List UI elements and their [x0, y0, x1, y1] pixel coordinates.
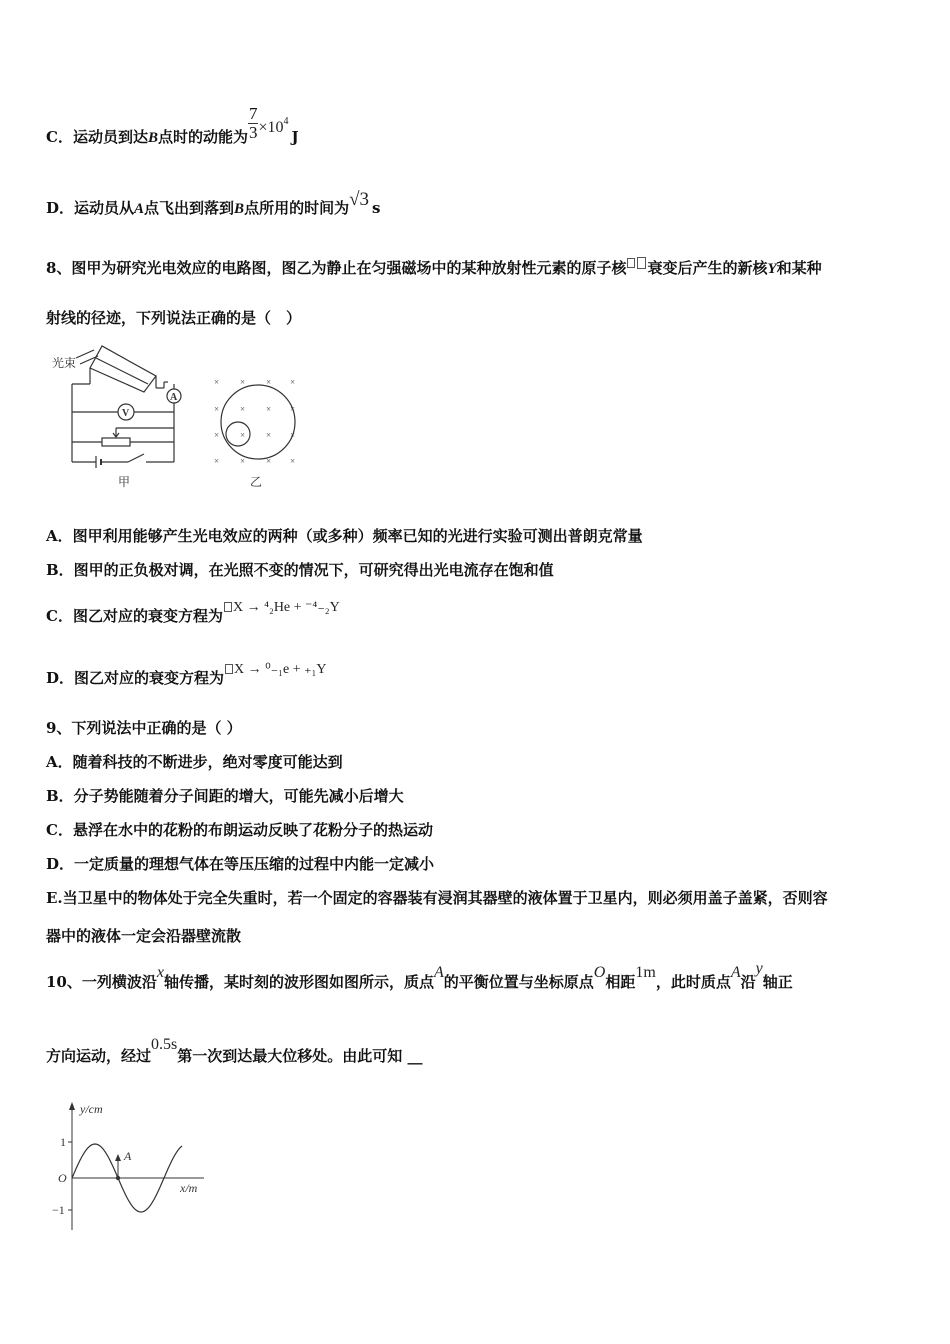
q10-s6: 沿: [740, 973, 756, 991]
small-track-circle: [226, 422, 250, 446]
q8-stem-line1: [46, 258, 822, 279]
q8-option-d: [46, 662, 327, 690]
q9-option-e-line1: E.当卫星中的物体处于完全失重时，若一个固定的容器装有浸润其器壁的液体置于卫星内，则必须用盖子盖紧，否则容: [46, 889, 828, 907]
q8-d-equation: [224, 659, 326, 677]
svg-text:×: ×: [266, 404, 272, 414]
svg-text:×: ×: [214, 377, 220, 387]
tick-label-pos: 1: [60, 1135, 66, 1149]
q7-d-mid1: 点飞出到落到: [144, 199, 235, 217]
q10-s4: 相距: [605, 973, 636, 991]
q10-s7: 轴正: [762, 973, 793, 991]
sqrt-3: √3: [349, 189, 370, 210]
q9-option-b: B．分子势能随着分子间距的增大，可能先减小后增大: [46, 787, 404, 805]
var-y: Y: [767, 261, 777, 277]
q9-option-c: C．悬浮在水中的花粉的布朗运动反映了花粉分子的热运动: [46, 821, 433, 839]
x-axis-label: x/m: [180, 1181, 198, 1195]
svg-text:×: ×: [290, 377, 296, 387]
svg-text:×: ×: [290, 404, 296, 414]
q8-stem-line2: 射线的径迹，下列说法正确的是（ ）: [46, 309, 302, 327]
q8-d-eq-text: X → ⁰₋₁e + ₊₁Y: [234, 662, 327, 677]
svg-text:×: ×: [240, 430, 246, 440]
var-b2: B: [234, 201, 245, 217]
q8-stem-b: 衰变后产生的新核: [647, 259, 768, 277]
q8-option-c: [46, 600, 340, 628]
q10-l2b: 第一次到达最大位移处。由此可知 __: [177, 1047, 423, 1065]
var-b: B: [147, 130, 158, 146]
q8-option-b: B．图甲的正负极对调，在光照不变的情况下，可研究得出光电流存在饱和值: [46, 561, 554, 579]
q9-option-a: A．随着科技的不断进步，绝对零度可能达到: [46, 753, 343, 771]
q8-c-label: C．图乙对应的衰变方程为: [46, 607, 223, 625]
svg-text:×: ×: [266, 456, 272, 466]
wave-graph: [46, 1098, 216, 1233]
q8-d-label: D．图乙对应的衰变方程为: [46, 669, 225, 687]
svg-text:×: ×: [214, 456, 220, 466]
fraction-7-3: [248, 105, 259, 142]
frac-den: 3: [248, 122, 258, 142]
q8-stem-a: 8、图甲为研究光电效应的电路图，图乙为静止在匀强磁场中的某种放射性元素的原子核: [46, 259, 627, 277]
q10-stem-line2: [46, 1036, 423, 1067]
q7-option-d: [46, 189, 381, 219]
svg-text:×: ×: [290, 430, 296, 440]
time-05s: 0.5s: [151, 1036, 178, 1053]
svg-text:×: ×: [240, 404, 246, 414]
magnetic-field-figure: [214, 377, 295, 466]
unit-j: J: [291, 128, 299, 146]
svg-text:×: ×: [214, 404, 220, 414]
q7-option-c: [46, 103, 299, 148]
svg-text:×: ×: [214, 430, 220, 440]
var-a: A: [134, 201, 145, 217]
origin-label: O: [58, 1171, 67, 1185]
light-beam-label: 光束: [52, 356, 77, 370]
q8-c-equation: [223, 597, 340, 615]
q10-s2: 轴传播，某时刻的波形图如图所示，质点: [163, 973, 434, 991]
var-a-point-2: A: [730, 964, 741, 981]
q7-d-text: D．运动员从: [46, 199, 135, 217]
q9-option-e-line2: 器中的液体一定会沿器壁流散: [46, 927, 242, 945]
velocity-arrow-head-icon: [115, 1154, 121, 1161]
q7-d-mid2: 点所用的时间为: [244, 199, 350, 217]
svg-text:×: ×: [240, 456, 246, 466]
var-y-axis: y: [755, 960, 763, 977]
nucleus-placeholder-icon: [626, 253, 647, 271]
q8-option-a: A．图甲利用能够产生光电效应的两种（或多种）频率已知的光进行实验可测出普朗克常量: [46, 527, 643, 545]
voltmeter-label: V: [122, 408, 130, 419]
photoelectric-circuit: [52, 346, 181, 468]
q10-s5: ，此时质点: [655, 973, 731, 991]
svg-text:×: ×: [266, 430, 272, 440]
exponent: 4: [283, 116, 289, 127]
label-jia: 甲: [118, 475, 131, 489]
q10-l2a: 方向运动，经过: [46, 1047, 152, 1065]
q10-stem-line1: [46, 960, 793, 993]
distance-1m: 1m: [635, 964, 656, 981]
point-a-label: A: [124, 1149, 132, 1163]
svg-text:×: ×: [266, 377, 272, 387]
y-axis-label: y/cm: [80, 1102, 103, 1116]
unit-s: s: [372, 199, 381, 217]
q10-s1: 10、一列横波沿: [46, 973, 157, 991]
large-track-circle: [221, 385, 295, 459]
q8-figure: [46, 340, 316, 495]
frac-num: 7: [248, 103, 258, 123]
q10-s3: 的平衡位置与坐标原点: [443, 973, 594, 991]
times-ten: ×10: [258, 119, 284, 136]
svg-text:×: ×: [290, 456, 296, 466]
q8-stem-c: 和某种: [776, 259, 822, 277]
svg-text:×: ×: [240, 377, 246, 387]
q7-c-mid: 点时的动能为: [157, 128, 248, 146]
tick-label-neg: −1: [52, 1203, 65, 1217]
q7-c-text: C．运动员到达: [46, 128, 148, 146]
var-a-point: A: [434, 964, 444, 981]
q9-stem: 9、下列说法中正确的是（ ）: [46, 719, 242, 737]
label-yi: 乙: [250, 475, 263, 489]
q9-option-d: D．一定质量的理想气体在等压压缩的过程中内能一定减小: [46, 855, 435, 873]
q8-c-eq-text: X → ⁴₂He + ⁻⁴₋₂Y: [232, 600, 340, 615]
y-axis-arrow-icon: [69, 1102, 75, 1110]
var-o: O: [593, 964, 606, 981]
ammeter-label: A: [170, 392, 178, 403]
var-x: x: [156, 964, 164, 981]
